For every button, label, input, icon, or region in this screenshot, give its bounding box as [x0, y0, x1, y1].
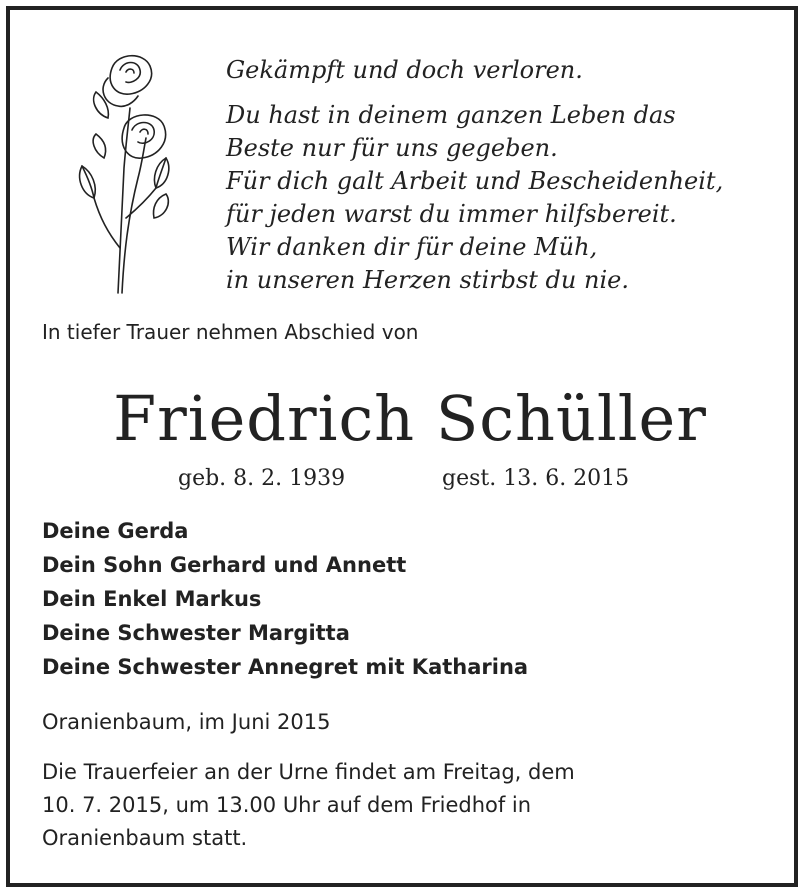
- mourner: Deine Schwester Margitta: [42, 621, 350, 645]
- place-date: Oranienbaum, im Juni 2015: [42, 710, 331, 734]
- mourner: Deine Gerda: [42, 519, 189, 543]
- service-line: Oranienbaum statt.: [42, 826, 248, 850]
- birth-date: geb. 8. 2. 1939: [178, 466, 346, 491]
- rose-icon: [68, 48, 176, 298]
- deceased-name: Friedrich Schüller: [113, 382, 707, 455]
- poem-line: Gekämpft und doch verloren.: [226, 56, 583, 84]
- service-line: Die Trauerfeier an der Urne findet am Freitag, dem: [42, 760, 575, 784]
- mourner: Dein Enkel Markus: [42, 587, 262, 611]
- poem: [226, 54, 786, 297]
- poem-line: in unseren Herzen stirbst du nie.: [226, 266, 629, 294]
- poem-line: für jeden warst du immer hilfsbereit.: [226, 200, 677, 228]
- poem-line: Für dich galt Arbeit und Bescheidenheit,: [226, 167, 724, 195]
- mourner: Dein Sohn Gerhard und Annett: [42, 553, 407, 577]
- service-line: 10. 7. 2015, um 13.00 Uhr auf dem Friedhof in: [42, 793, 532, 817]
- poem-line: Beste nur für uns gegeben.: [226, 134, 558, 162]
- service-info: [42, 756, 682, 855]
- mourners-list: [42, 514, 528, 684]
- intro-text: In tiefer Trauer nehmen Abschied von: [42, 320, 419, 344]
- poem-line: Du hast in deinem ganzen Leben das: [226, 101, 676, 129]
- poem-line: Wir danken dir für deine Müh,: [226, 233, 598, 261]
- mourner: Deine Schwester Annegret mit Katharina: [42, 655, 529, 679]
- obituary-frame: [6, 6, 798, 887]
- death-date: gest. 13. 6. 2015: [442, 466, 630, 491]
